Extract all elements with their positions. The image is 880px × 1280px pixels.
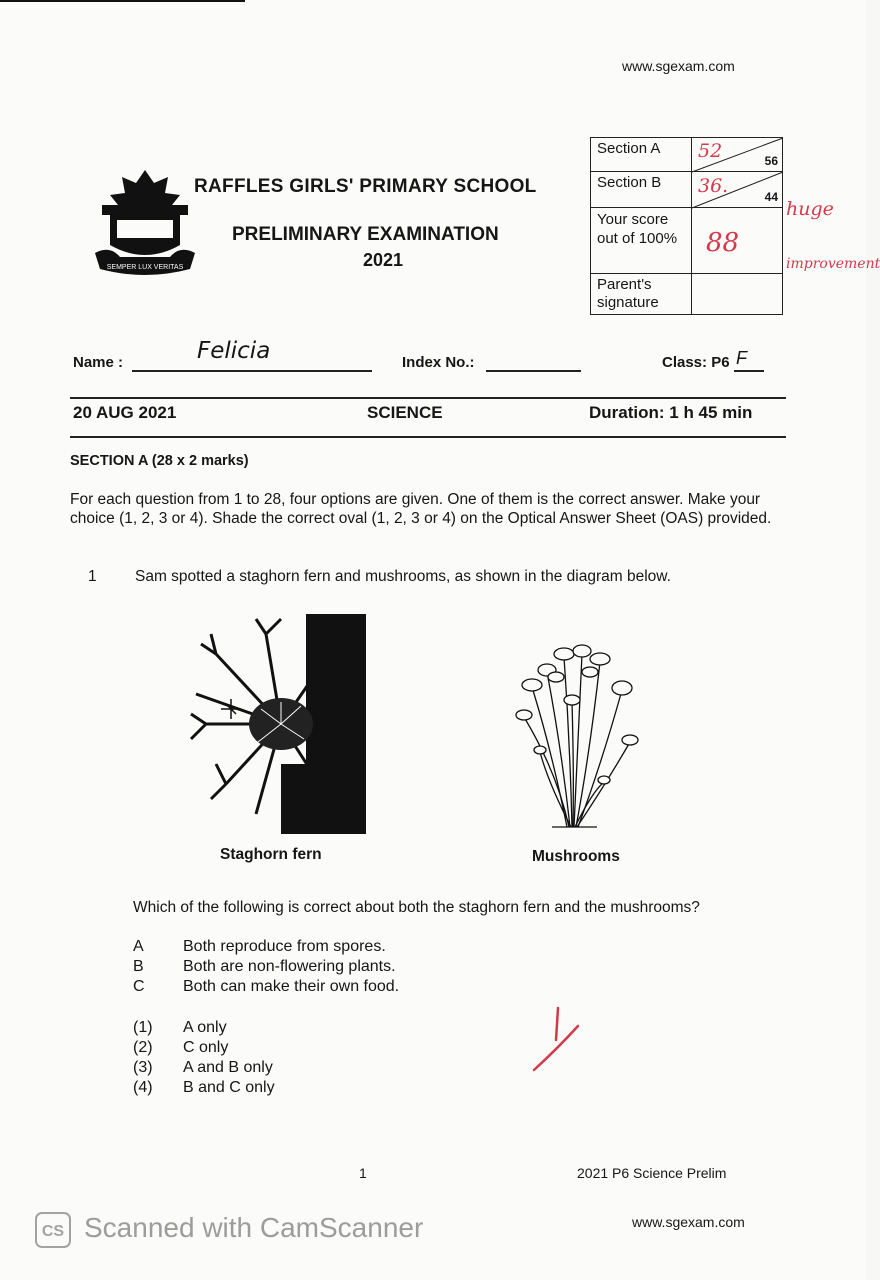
question-prompt: Which of the following is correct about both the staghorn fern and the mushrooms? [133, 899, 700, 916]
section-a-max: 56 [764, 154, 778, 168]
score-row-section-b [591, 172, 783, 208]
scanner-watermark: Scanned with CamScanner [84, 1212, 424, 1243]
section-title: SECTION A (28 x 2 marks) [70, 453, 249, 469]
page-number: 1 [359, 1165, 367, 1181]
score-table [590, 137, 783, 315]
section-instructions: For each question from 1 to 28, four options are given. One of them is the correct answer. Make your choice (1, 2, 3 or 4). Shade the correct oval (1, 2, 3 or 4) on the Optical Answer Sheet (OAS) provided. [70, 491, 772, 527]
score-row-section-a [591, 138, 783, 172]
rule-top [70, 397, 786, 399]
exam-subject: SCIENCE [367, 403, 443, 422]
caption-mushrooms: Mushrooms [532, 848, 620, 865]
score-cell [692, 138, 783, 172]
question-number: 1 [88, 568, 97, 585]
staghorn-fern-illustration [186, 614, 366, 834]
school-name: RAFFLES GIRLS' PRIMARY SCHOOL [194, 176, 537, 197]
score-row-total [591, 208, 783, 274]
option-list [133, 1018, 275, 1098]
exam-title: PRELIMINARY EXAMINATION [232, 224, 499, 245]
option-item: (2) C only [133, 1039, 229, 1056]
score-label: Section A [591, 138, 692, 172]
website-top: www.sgexam.com [622, 58, 735, 74]
name-value-handwritten: Felicia [197, 338, 271, 364]
class-label: Class: P6 [662, 354, 730, 371]
parent-signature-cell [692, 274, 783, 315]
option-item: (1) A only [133, 1019, 227, 1036]
class-underline [734, 370, 764, 372]
section-a-score-handwritten: 52 [698, 140, 723, 162]
statement-list [133, 937, 399, 997]
top-edge-line [0, 0, 245, 2]
question-stem: Sam spotted a staghorn fern and mushrooms, as shown in the diagram below. [135, 568, 671, 585]
score-cell [692, 172, 783, 208]
margin-note-line1: huge [786, 198, 834, 220]
statement-item: B Both are non-flowering plants. [133, 958, 396, 975]
section-b-score-handwritten: 36. [698, 175, 729, 197]
caption-staghorn-fern: Staghorn fern [220, 846, 322, 863]
index-label: Index No.: [402, 354, 475, 371]
red-tick-mark [528, 1004, 588, 1076]
crest-motto: SEMPER LUX VERITAS [106, 264, 184, 271]
class-value-handwritten: F [736, 348, 747, 368]
statement-item: A Both reproduce from spores. [133, 938, 386, 955]
option-item: (3) A and B only [133, 1059, 273, 1076]
mushrooms-illustration [512, 632, 642, 832]
score-label: Parent's signature [591, 274, 692, 315]
name-underline [132, 370, 372, 372]
exam-duration: Duration: 1 h 45 min [589, 403, 753, 422]
score-label: Your score out of 100% [591, 208, 692, 274]
school-crest-logo [90, 165, 200, 285]
statement-item: C Both can make their own food. [133, 978, 400, 995]
section-b-max: 44 [764, 190, 778, 204]
exam-date: 20 AUG 2021 [73, 403, 177, 422]
option-item: (4) B and C only [133, 1079, 275, 1096]
camscanner-logo-icon: CS [35, 1212, 71, 1248]
footer-doc-title: 2021 P6 Science Prelim [577, 1165, 727, 1181]
score-cell [692, 208, 783, 274]
score-label: Section B [591, 172, 692, 208]
name-label: Name : [73, 354, 124, 371]
score-row-parent [591, 274, 783, 315]
margin-note-line2: improvement [786, 256, 880, 272]
exam-year: 2021 [363, 250, 404, 270]
total-score-handwritten: 88 [706, 228, 740, 258]
index-underline [486, 370, 581, 372]
rule-bottom [70, 436, 786, 438]
website-bottom: www.sgexam.com [632, 1214, 745, 1230]
